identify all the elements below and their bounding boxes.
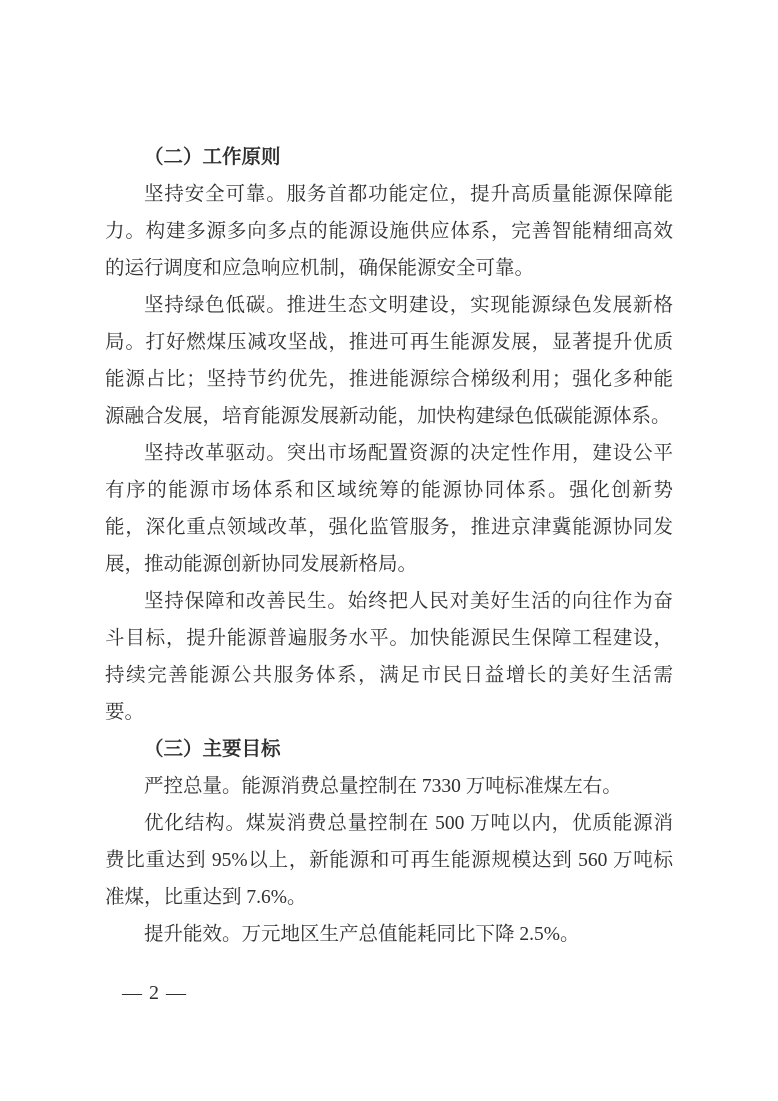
paragraph-line: 严控总量。能源消费总量控制在 7330 万吨标准煤左右。 [144, 776, 622, 797]
paragraph-line: 源融合发展，培育能源发展新动能，加快构建绿色低碳能源体系。 [105, 406, 671, 427]
paragraph-line: 能源占比；坚持节约优先，推进能源综合梯级利用；强化多种能 [105, 369, 673, 390]
paragraph-line: 持续完善能源公共服务体系，满足市民日益增长的美好生活需 [105, 665, 673, 686]
section-heading-work-principles: （二）工作原则 [144, 147, 281, 168]
paragraph-line: 坚持改革驱动。突出市场配置资源的决定性作用，建设公平 [144, 443, 673, 464]
paragraph-line: 力。构建多源多向多点的能源设施供应体系，完善智能精细高效 [105, 221, 673, 242]
paragraph-line: 的运行调度和应急响应机制，确保能源安全可靠。 [105, 258, 535, 279]
section-heading-main-goals: （三）主要目标 [144, 739, 281, 760]
paragraph-line: 要。 [105, 702, 145, 723]
paragraph-line: 局。打好燃煤压减攻坚战，推进可再生能源发展，显著提升优质 [105, 332, 673, 353]
page-number: — 2 — [122, 982, 187, 1004]
paragraph-line: 费比重达到 95%以上，新能源和可再生能源规模达到 560 万吨标 [105, 850, 673, 871]
document-body [105, 139, 673, 953]
paragraph-line: 坚持保障和改善民生。始终把人民对美好生活的向往作为奋 [144, 591, 673, 612]
paragraph-line: 斗目标，提升能源普遍服务水平。加快能源民生保障工程建设， [105, 628, 673, 649]
paragraph-line: 准煤，比重达到 7.6%。 [105, 887, 307, 908]
paragraph-line: 能，深化重点领域改革，强化监管服务，推进京津冀能源协同发 [105, 517, 673, 538]
paragraph-line: 有序的能源市场体系和区域统筹的能源协同体系。强化创新势 [105, 480, 673, 501]
paragraph-line: 提升能效。万元地区生产总值能耗同比下降 2.5%。 [144, 924, 580, 945]
paragraph-line: 优化结构。煤炭消费总量控制在 500 万吨以内，优质能源消 [144, 813, 673, 834]
page-footer [122, 981, 187, 1005]
paragraph-line: 坚持安全可靠。服务首都功能定位，提升高质量能源保障能 [144, 184, 673, 205]
paragraph-line: 展，推动能源创新协同发展新格局。 [105, 554, 418, 575]
paragraph-line: 坚持绿色低碳。推进生态文明建设，实现能源绿色发展新格 [144, 295, 673, 316]
